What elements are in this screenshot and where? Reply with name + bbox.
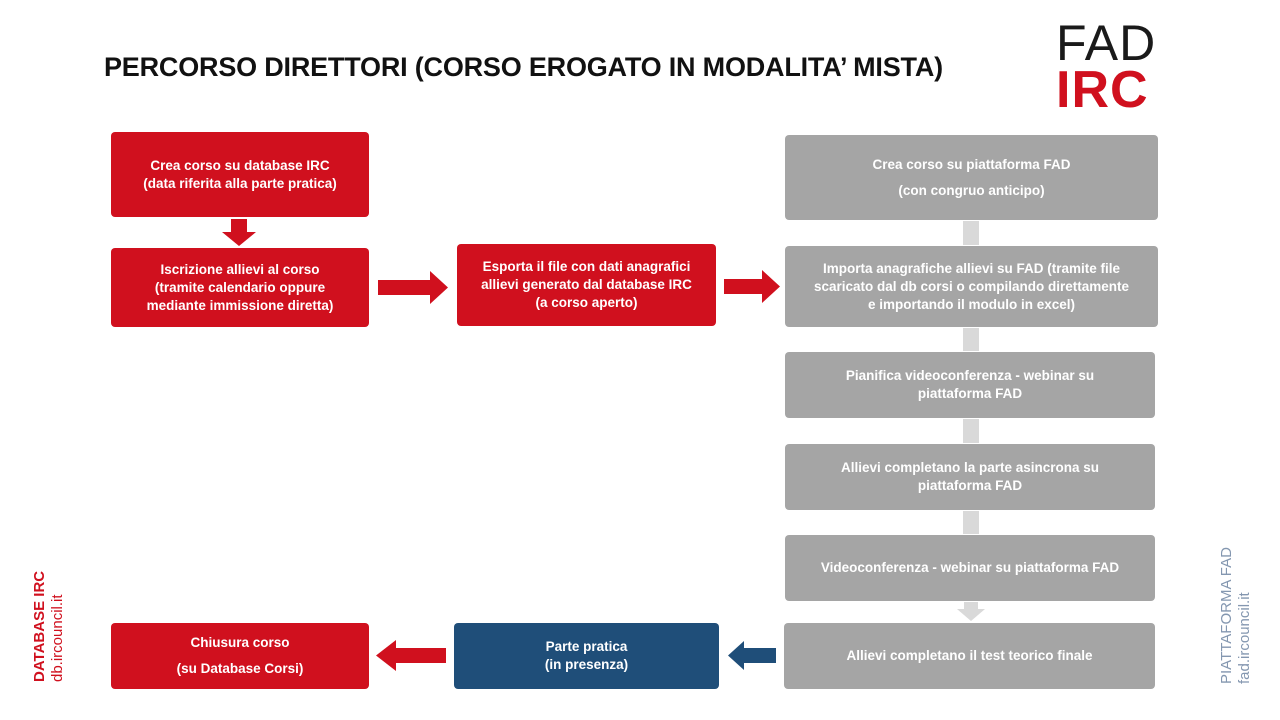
connector-gray (963, 511, 979, 534)
box-line: Parte pratica (545, 639, 628, 654)
box-videoconferenza (785, 535, 1155, 601)
arrow-left-red (376, 640, 446, 671)
box-chiusura-corso (111, 623, 369, 689)
box-line: (su Database Corsi) (176, 661, 304, 676)
arrow-right-red (724, 270, 780, 303)
box-line: e importando il modulo in excel) (867, 296, 1076, 312)
box-line: Iscrizione allievi al corso (160, 261, 320, 277)
connector-gray (963, 221, 979, 245)
box-line: piattaforma FAD (917, 478, 1023, 493)
box-test-teorico (784, 623, 1155, 689)
box-pianifica-videoconferenza (785, 352, 1155, 418)
box-line: Importa anagrafiche allievi su FAD (tramite file (822, 260, 1121, 276)
box-line: piattaforma FAD (917, 386, 1023, 401)
box-line: Allievi completano il test teorico finale (846, 648, 1093, 663)
box-line: Pianifica videoconferenza - webinar su (845, 368, 1095, 383)
box-esporta-file (457, 244, 716, 326)
box-parte-asincrona (785, 444, 1155, 510)
box-iscrizione-allievi (111, 248, 369, 327)
box-parte-pratica (454, 623, 719, 689)
box-line: Esporta il file con dati anagrafici (482, 259, 691, 274)
box-crea-corso-database (111, 132, 369, 217)
box-line: mediante immissione diretta) (146, 297, 334, 313)
box-line: Allievi completano la parte asincrona su (840, 460, 1100, 475)
box-line: scaricato dal db corsi o compilando direttamente (813, 278, 1130, 294)
box-line: (con congruo anticipo) (898, 182, 1045, 198)
box-line: (in presenza) (544, 657, 629, 672)
side-label-piattaforma (1218, 547, 1254, 684)
box-line: (data riferita alla parte pratica) (143, 175, 337, 191)
box-line: Crea corso su piattaforma FAD (872, 156, 1071, 172)
fad-irc-logo (1056, 15, 1157, 119)
box-crea-corso-fad (785, 135, 1158, 220)
connector-gray (963, 419, 979, 443)
box-line: allievi generato dal database IRC (481, 277, 692, 292)
box-line: Chiusura corso (190, 635, 290, 650)
logo-fad-text: FAD (1056, 15, 1157, 71)
arrow-left-navy (728, 641, 776, 670)
box-importa-anagrafiche (785, 246, 1158, 327)
connector-gray (963, 328, 979, 351)
side-label-title: PIATTAFORMA FAD (1218, 547, 1235, 684)
logo-irc-text: IRC (1056, 61, 1149, 119)
arrow-down-red (222, 219, 256, 246)
box-line: Crea corso su database IRC (150, 157, 330, 173)
side-label-title: DATABASE IRC (31, 570, 48, 682)
side-label-database (31, 571, 67, 682)
box-line: (tramite calendario oppure (154, 279, 326, 295)
box-line: Videoconferenza - webinar su piattaforma FAD (820, 560, 1120, 575)
side-label-url: fad.ircouncil.it (1236, 592, 1253, 684)
page-title: PERCORSO DIRETTORI (CORSO EROGATO IN MODALITA’ MISTA) (104, 52, 943, 82)
arrow-down-gray (957, 602, 985, 621)
box-line: (a corso aperto) (535, 295, 638, 310)
side-label-url: db.ircouncil.it (49, 594, 66, 682)
arrow-right-red (378, 271, 448, 304)
